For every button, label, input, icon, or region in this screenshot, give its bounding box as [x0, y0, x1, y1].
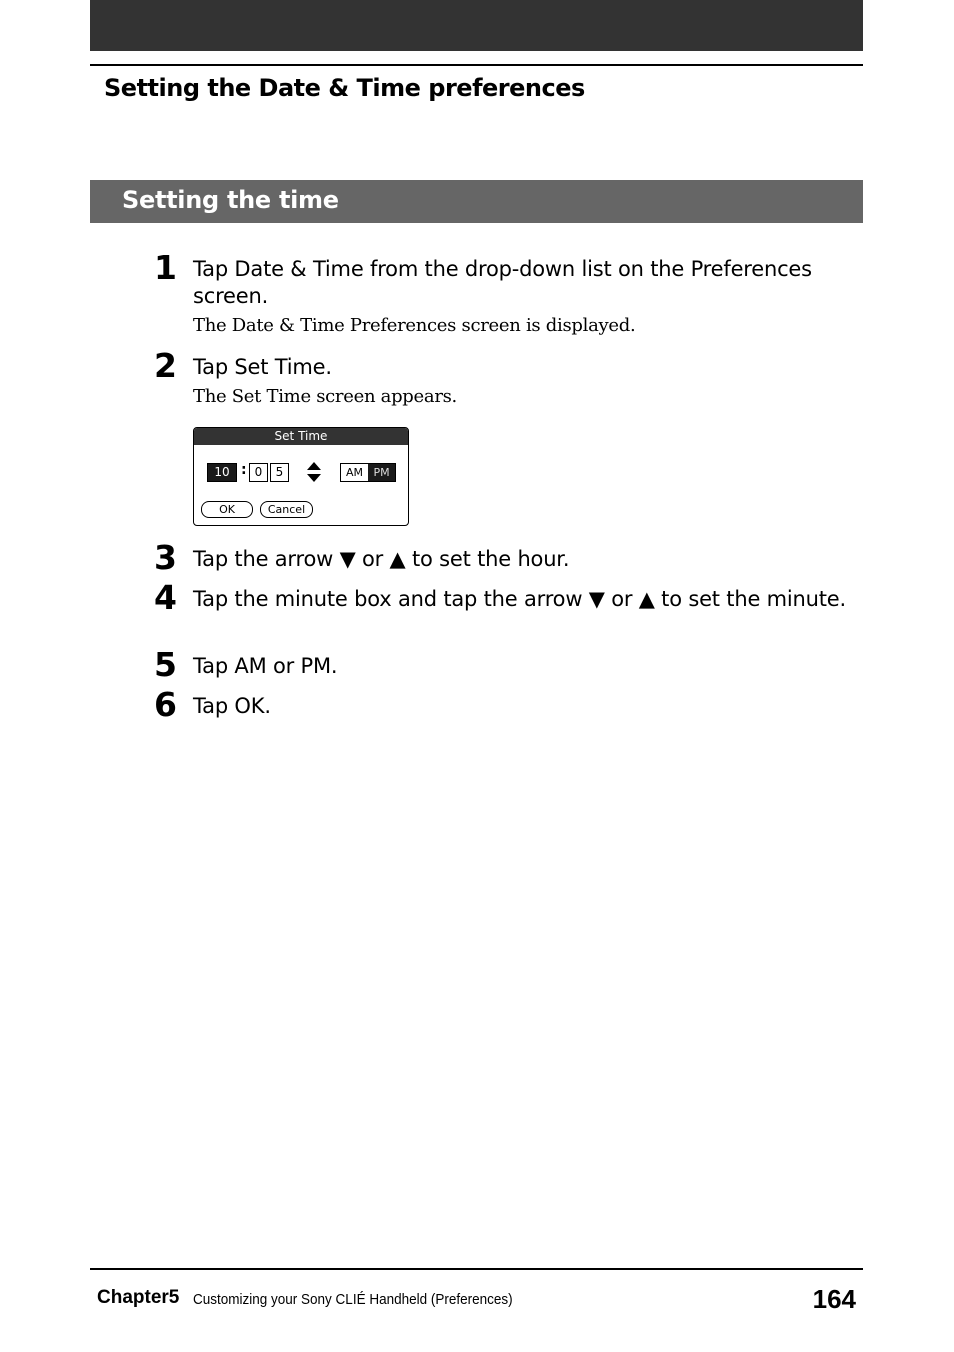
step-text: Tap OK. — [193, 694, 271, 718]
step-number: 5 — [154, 645, 176, 684]
step-2-note: The Set Time screen appears. — [193, 386, 457, 407]
step-text: Tap Date & Time from the drop-down list on the Preferences screen. — [193, 257, 812, 308]
footer-description: Customizing your Sony CLIÉ Handheld (Preferences) — [193, 1291, 513, 1308]
pm-toggle[interactable]: PM — [368, 463, 396, 482]
step-1-note: The Date & Time Preferences screen is displayed. — [193, 315, 636, 336]
page-number: 164 — [812, 1284, 856, 1314]
am-toggle[interactable]: AM — [340, 463, 369, 482]
time-colon: : — [241, 462, 247, 478]
step-text: Tap the arrow ▼ or ▲ to set the hour. — [193, 547, 570, 571]
step-text: Tap AM or PM. — [193, 654, 338, 678]
dialog-title: Set Time — [194, 428, 408, 445]
footer-rule — [90, 1268, 863, 1270]
step-number: 2 — [154, 346, 176, 385]
header-rule — [90, 64, 863, 66]
set-time-dialog — [193, 427, 409, 526]
step-number: 4 — [154, 578, 176, 617]
hour-box[interactable]: 10 — [207, 463, 237, 482]
step-text: Tap the minute box and tap the arrow ▼ or ▲ to set the minute. — [193, 587, 846, 611]
step-text: Tap Set Time. — [193, 355, 332, 379]
step-number: 3 — [154, 538, 176, 577]
minute-ones-box[interactable]: 5 — [270, 463, 289, 482]
cancel-button[interactable]: Cancel — [260, 501, 313, 518]
subhead-title: Setting the time — [122, 186, 339, 214]
minute-tens-box[interactable]: 0 — [249, 463, 268, 482]
triangle-up-icon[interactable] — [307, 462, 321, 470]
triangle-down-icon[interactable] — [307, 474, 321, 482]
header-bar — [90, 0, 863, 51]
section-title: Setting the Date & Time preferences — [104, 74, 585, 102]
step-number: 6 — [154, 685, 176, 724]
step-number: 1 — [154, 248, 176, 287]
footer-chapter: Chapter5 — [97, 1287, 180, 1308]
subhead-bar — [90, 180, 863, 223]
hour-arrows — [306, 461, 322, 483]
ok-button[interactable]: OK — [201, 501, 253, 518]
